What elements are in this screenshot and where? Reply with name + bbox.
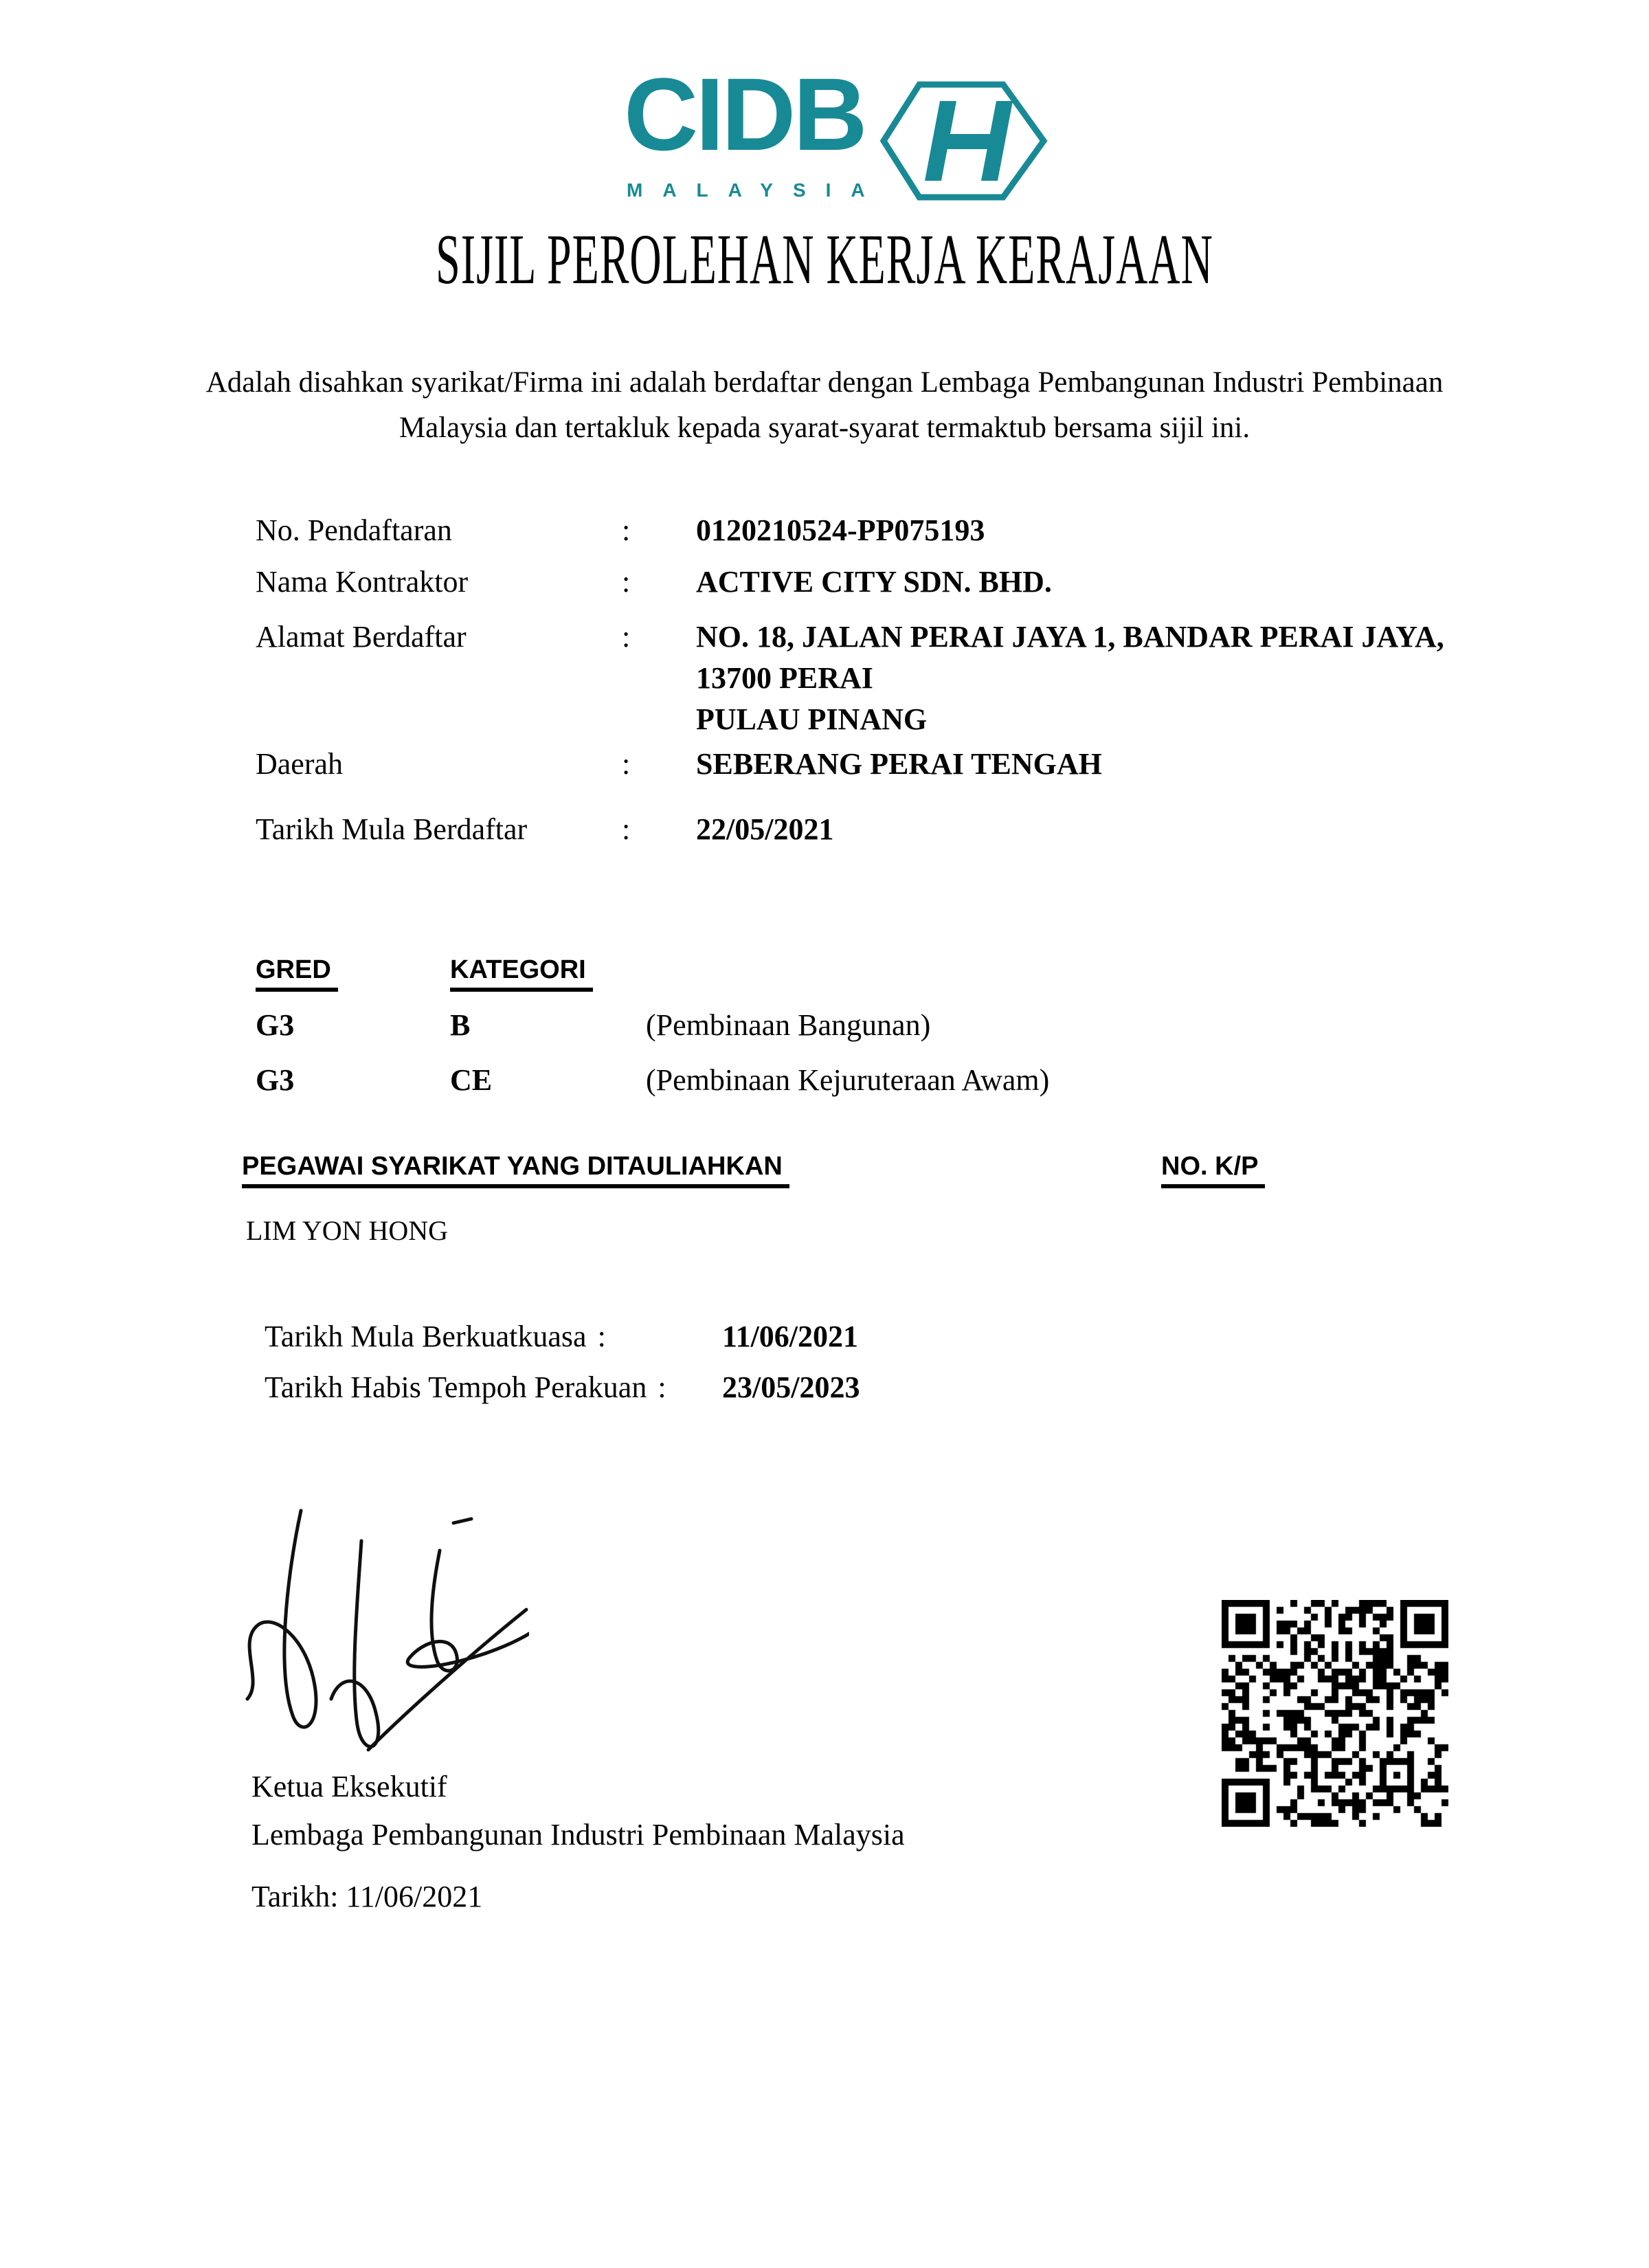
qr-code-image <box>1222 1600 1448 1827</box>
cidb-hexagon-h-icon <box>879 78 1048 205</box>
field-row-nama-kontraktor <box>0 567 1649 608</box>
gred-header: GRED <box>256 957 338 992</box>
field-value: 13700 PERAI <box>696 661 873 695</box>
field-value: PULAU PINANG <box>696 702 928 736</box>
kategori-header: KATEGORI <box>450 957 593 992</box>
grade-kategori: CE <box>450 1063 493 1097</box>
validity-end-label-text: Tarikh Habis Tempoh Perakuan <box>265 1370 647 1404</box>
validity-start-label <box>265 1322 606 1352</box>
validity-start-row <box>0 1322 1649 1363</box>
field-value: 0120210524-PP075193 <box>696 513 985 547</box>
field-label: No. Pendaftaran <box>256 513 452 547</box>
grade-kategori: B <box>450 1008 471 1042</box>
field-row-daerah <box>0 749 1649 790</box>
field-colon: : <box>622 513 631 547</box>
field-row-alamat-berdaftar <box>0 622 1649 663</box>
intro-line-2: Malaysia dan tertakluk kepada syarat-syarat termaktub bersama sijil ini. <box>399 412 1250 444</box>
field-colon: : <box>622 620 631 654</box>
validity-colon: : <box>597 1320 606 1353</box>
field-label: Tarikh Mula Berdaftar <box>256 812 528 846</box>
grade-gred: G3 <box>256 1063 295 1097</box>
field-row-alamat-line2 <box>0 663 1649 704</box>
signature-image <box>227 1498 529 1759</box>
field-label: Nama Kontraktor <box>256 565 469 599</box>
cidb-country-label: MALAYSIA <box>627 179 885 201</box>
grade-gred: G3 <box>256 1008 295 1042</box>
title-wrap <box>0 219 1649 299</box>
grade-row <box>0 1010 1649 1052</box>
field-value: 22/05/2021 <box>696 812 834 846</box>
officers-header-row <box>0 1153 1649 1194</box>
validity-end-date: 23/05/2023 <box>722 1370 860 1404</box>
field-colon: : <box>622 812 631 846</box>
officers-header: PEGAWAI SYARIKAT YANG DITAULIAHKAN <box>242 1153 789 1188</box>
officer-name: LIM YON HONG <box>246 1215 449 1246</box>
field-value: NO. 18, JALAN PERAI JAYA 1, BANDAR PERAI JAYA, <box>696 620 1444 654</box>
field-value: SEBERANG PERAI TENGAH <box>696 747 1102 781</box>
signer-organization: Lembaga Pembangunan Industri Pembinaan Malaysia <box>251 1818 905 1852</box>
signer-title: Ketua Eksekutif <box>251 1770 447 1803</box>
validity-end-label <box>265 1372 666 1403</box>
officer-row <box>0 1217 1649 1258</box>
field-colon: : <box>622 747 631 781</box>
validity-start-label-text: Tarikh Mula Berkuatkuasa <box>265 1320 587 1353</box>
cidb-wordmark: CIDB <box>624 56 865 172</box>
field-value: ACTIVE CITY SDN. BHD. <box>696 565 1052 599</box>
field-row-tarikh-mula-berdaftar <box>0 814 1649 856</box>
grade-description: (Pembinaan Kejuruteraan Awam) <box>646 1063 1050 1097</box>
validity-end-row <box>0 1372 1649 1414</box>
field-label: Daerah <box>256 747 344 781</box>
grade-row <box>0 1065 1649 1107</box>
field-row-no-pendaftaran <box>0 515 1649 557</box>
field-row-alamat-line3 <box>0 704 1649 746</box>
page-title: SIJIL PEROLEHAN KERJA KERAJAAN <box>436 219 1213 299</box>
field-label: Alamat Berdaftar <box>256 620 467 654</box>
validity-start-date: 11/06/2021 <box>722 1320 859 1353</box>
intro-line-1: Adalah disahkan syarikat/Firma ini adalah berdaftar dengan Lembaga Pembangunan Industri Pembinaan <box>205 366 1444 399</box>
kp-header: NO. K/P <box>1161 1153 1265 1188</box>
validity-colon: : <box>658 1370 666 1404</box>
grades-header-row <box>0 957 1649 998</box>
cidb-logo <box>624 56 885 201</box>
field-colon: : <box>622 565 631 599</box>
grade-description: (Pembinaan Bangunan) <box>646 1008 931 1042</box>
signature-date-line: Tarikh: 11/06/2021 <box>251 1880 483 1913</box>
